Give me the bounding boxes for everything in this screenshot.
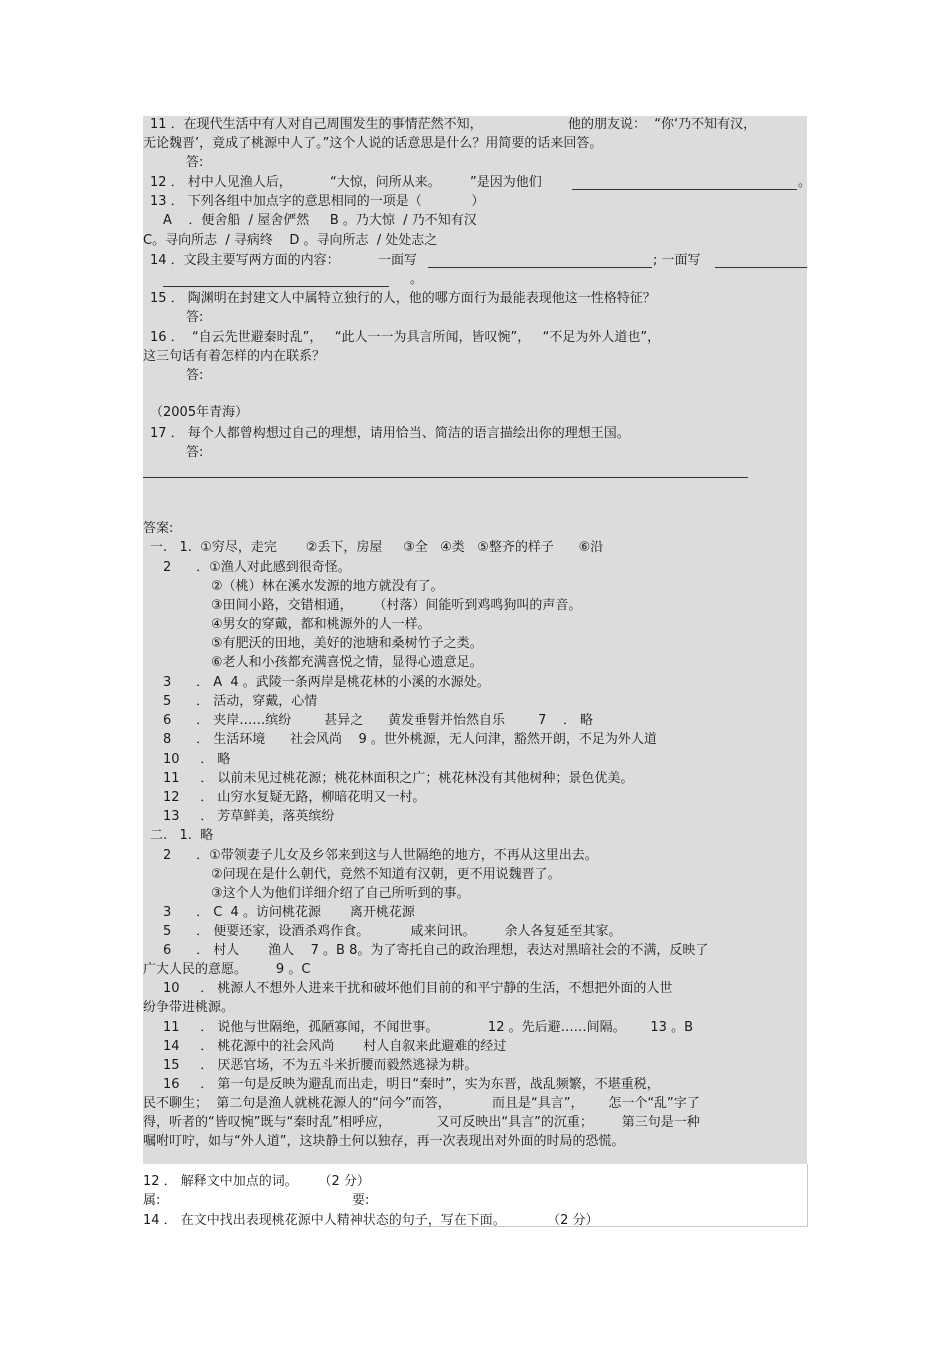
q13-options-cd: C。寻向所志 / 寻病终 D 。寻向所志 / 处处志之	[143, 233, 438, 248]
q12-b: “大惊，问所从来。	[330, 175, 441, 190]
answer-1-11: 11 ． 以前未见过桃花源；桃花林面积之广；桃花林没有其他树种；景色优美。	[163, 771, 634, 786]
bottom-q12: 12 ． 解释文中加点的词。 （2 分）	[143, 1174, 370, 1189]
q14-blank-3	[163, 286, 389, 287]
answer-1-10: 10 ． 略	[163, 752, 231, 767]
q17-answer: 答:	[186, 445, 204, 460]
answer-2-5: 5 ． 便要还家，设酒杀鸡作食。 咸来问讯。 余人各复延至其家。	[163, 924, 622, 939]
q14-c: ; 一面写	[653, 253, 701, 268]
answer-1-6: 6 ． 夹岸……缤纷 甚异之 黄发垂髫并怡然自乐 7 ． 略	[163, 713, 594, 728]
answer-1-13: 13 ． 芳草鲜美，落英缤纷	[163, 809, 335, 824]
q11-line1b: 他的朋友说： “你‘乃不知有汉，	[568, 117, 757, 132]
q14-blank-2	[715, 267, 807, 268]
answer-2-2: 2 ．①带领妻子儿女及乡邻来到这与人世隔绝的地方，不再从这里出去。	[163, 848, 598, 863]
q12-blank	[572, 189, 797, 190]
answer-1-8: 8 ． 生活环境 社会风尚 9 。世外桃源，无人问津，豁然开朗，不足为外人道	[163, 732, 657, 747]
q15-answer: 答:	[186, 310, 204, 325]
q12-a: 12 ． 村中人见渔人后，	[150, 175, 292, 190]
answer-2-15: 15 ． 厌恶官场，不为五斗米折腰而毅然逃禄为耕。	[163, 1058, 478, 1073]
answers-title: 答案:	[143, 521, 174, 536]
q14-b: 一面写	[378, 253, 418, 268]
answer-2-10: 10 ． 桃源人不想外人进来干扰和破坏他们目前的和平宁静的生活，不想把外面的人世	[163, 981, 673, 996]
answer-2-10b: 纷争带进桃源。	[143, 1000, 235, 1015]
answer-1-1: 一. 1. ①穷尽，走完 ②丢下，房屋 ③全 ④类 ⑤整齐的样子 ⑥沿	[150, 540, 604, 555]
q13-options-ab: A ．便舍船 / 屋舍俨然 B 。乃大惊 / 乃不知有汉	[163, 213, 477, 228]
answer-2-14: 14 ． 桃花源中的社会风尚 村人自叙来此避难的经过	[163, 1039, 507, 1054]
q11-line1a: 11 ．在现代生活中有人对自己周围发生的事情茫然不知，	[150, 117, 483, 132]
answer-1-2c: ③田间小路，交错相通， （村落）间能听到鸡鸣狗叫的声音。	[211, 598, 582, 613]
answer-2-2b: ②问现在是什么朝代，竟然不知道有汉朝，更不用说魏晋了。	[211, 867, 561, 882]
answer-1-2f: ⑥老人和小孩都充满喜悦之情，显得心遗意足。	[211, 655, 483, 670]
answer-2-6b: 广大人民的意愿。 9 。C	[143, 962, 311, 977]
q14-blank-1	[428, 267, 652, 268]
answer-2-2c: ③这个人为他们详细介绍了自己所听到的事。	[211, 886, 470, 901]
q15: 15 ． 陶渊明在封建文人中属特立独行的人，他的哪方面行为最能表现他这一性格特征？	[150, 291, 656, 306]
q12-c: ”是因为他们	[470, 175, 542, 190]
bottom-q14: 14 ． 在文中找出表现桃花源中人精神状态的句子，写在下面。 （2 分）	[143, 1213, 599, 1228]
q16-line2: 这三句话有着怎样的内在联系？	[143, 349, 326, 364]
q14-a: 14 ．文段主要写两方面的内容：	[150, 253, 340, 268]
answer-1-2d: ④男女的穿戴，都和桃源外的人一样。	[211, 617, 431, 632]
answer-2-3: 3 ． C 4 。访问桃花源 离开桃花源	[163, 905, 415, 920]
q16-answer: 答:	[186, 368, 204, 383]
answer-2-11: 11 ． 说他与世隔绝，孤陋寡闻，不闻世事。 12 。先后避……间隔。 13 。B	[163, 1020, 693, 1035]
q17-answer-line	[143, 477, 748, 478]
answer-1-2b: ②（桃）林在溪水发源的地方就没有了。	[211, 579, 444, 594]
answer-1-2: 2 ．①渔人对此感到很奇怪。	[163, 560, 351, 575]
q14-period: 。	[410, 272, 424, 287]
answer-2-16c: 得，听者的“皆叹惋”既与“秦时乱”相呼应， 又可反映出“具言”的沉重； 第三句是一种	[143, 1115, 700, 1130]
q11-line2: 无论魏晋’，竟成了桃源中人了。”这个人说的话意思是什么？用简要的话来回答。	[143, 136, 603, 151]
answer-2-16d: 嘱咐叮咛，如与“外人道”，这块静土何以独存，再一次表现出对外面的时局的恐慌。	[143, 1134, 625, 1149]
q11-answer: 答:	[186, 155, 204, 170]
bottom-q12-shu: 属:	[143, 1193, 161, 1208]
answer-2-16: 16 ． 第一句是反映为避乱而出走，明日“秦时”，实为东晋，战乱频繁，不堪重税，	[163, 1077, 660, 1092]
q13: 13 ． 下列各组中加点字的意思相同的一项是（ ）	[150, 194, 485, 209]
q12-period: 。	[798, 175, 812, 190]
q17: 17 ． 每个人都曾构想过自己的理想，请用恰当、简洁的语言描绘出你的理想王国。	[150, 426, 630, 441]
bottom-q12-yao: 要:	[352, 1193, 370, 1208]
answer-1-5: 5 ． 活动，穿戴，心情	[163, 694, 318, 709]
answer-1-12: 12 ． 山穷水复疑无路，柳暗花明又一村。	[163, 790, 426, 805]
answer-2-16b: 民不聊生； 第二句是渔人就桃花源人的“问今”而答， 而且是“具言”， 怎一个“乱”字了	[143, 1096, 700, 1111]
answer-1-2e: ⑤有肥沃的田地，美好的池塘和桑树竹子之类。	[211, 636, 483, 651]
answer-2-1: 二. 1. 略	[150, 828, 214, 843]
answer-1-3: 3 ． A 4 。武陵一条两岸是桃花林的小溪的水源处。	[163, 675, 490, 690]
answer-2-6: 6 ． 村人 渔人 7 。B 8。为了寄托自己的政治理想，表达对黑暗社会的不满，反映了	[163, 943, 709, 958]
q16-line1: 16 ． “自云先世避秦时乱”， “此人一一为具言所闻，皆叹惋”， “不足为外人道也”，	[150, 330, 661, 345]
source-year: （2005年青海）	[150, 405, 249, 420]
